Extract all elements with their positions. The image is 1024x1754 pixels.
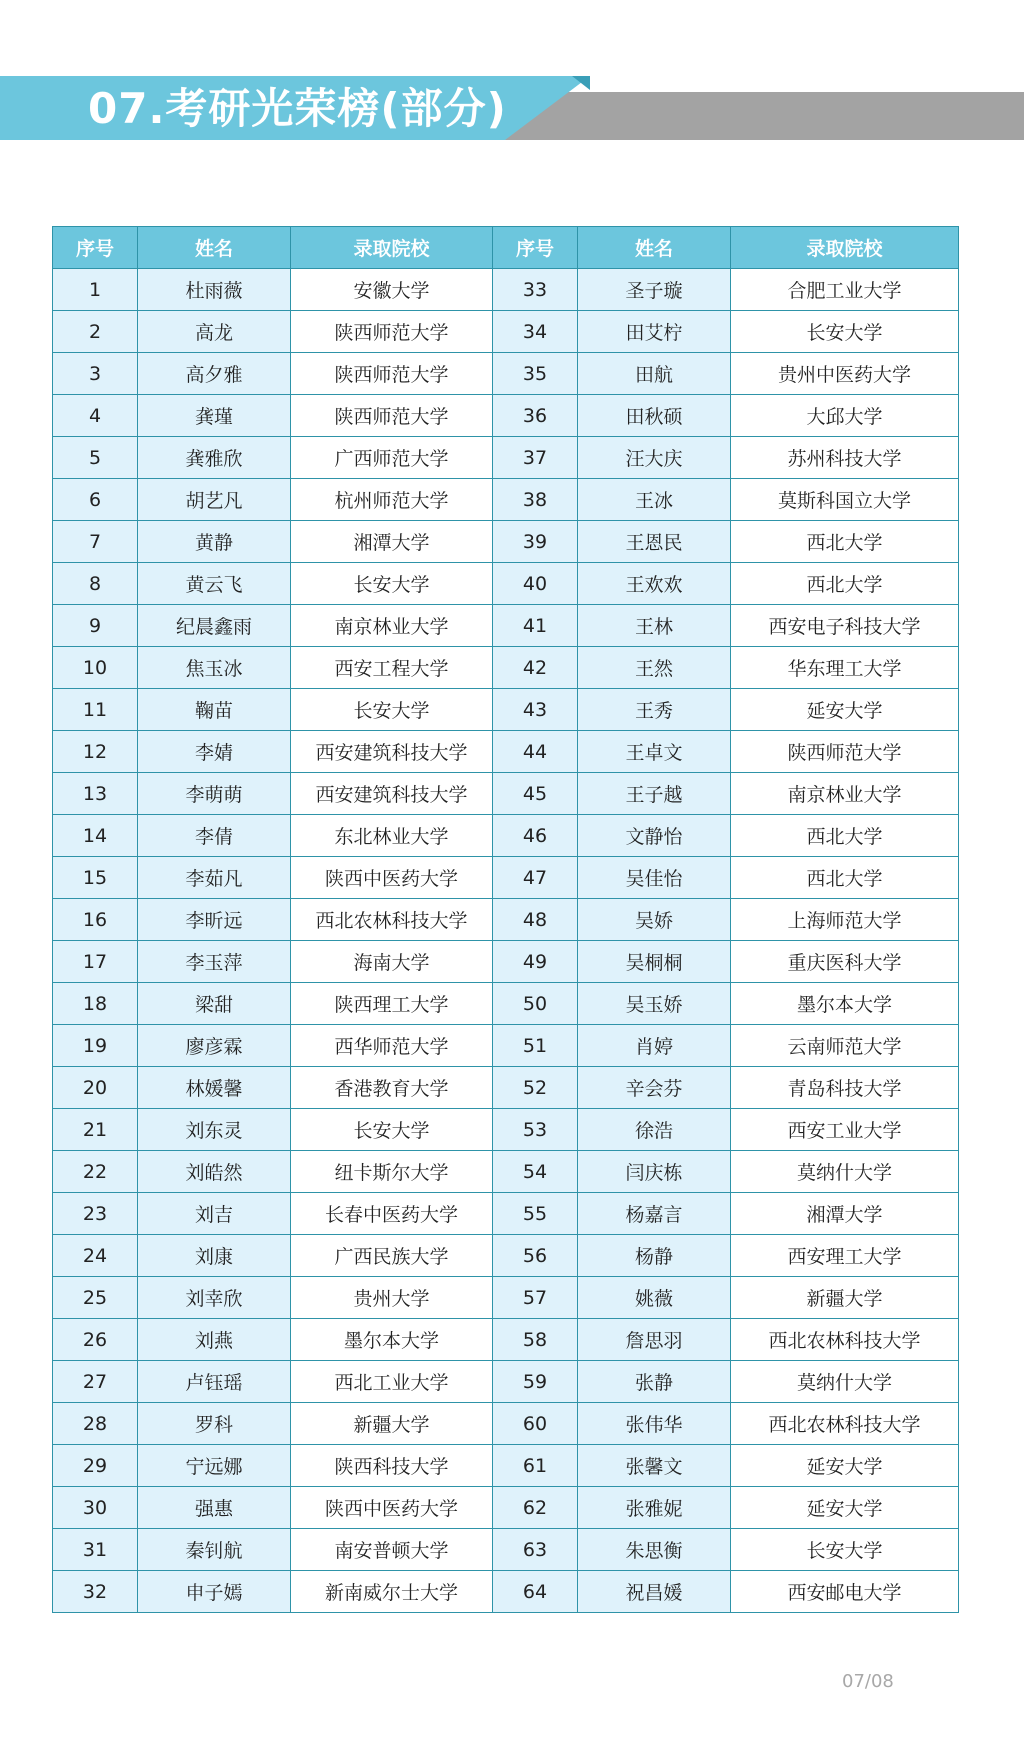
cell-name: 杜雨薇 <box>138 269 291 311</box>
cell-school: 西北大学 <box>731 563 959 605</box>
cell-name: 罗科 <box>138 1403 291 1445</box>
page-title: 07.考研光荣榜(部分) <box>88 84 507 133</box>
table-row <box>53 437 959 479</box>
cell-number: 57 <box>493 1277 578 1319</box>
cell-number: 39 <box>493 521 578 563</box>
table-row <box>53 605 959 647</box>
table-row <box>53 395 959 437</box>
cell-school: 长安大学 <box>731 311 959 353</box>
cell-school: 莫斯科国立大学 <box>731 479 959 521</box>
table-row <box>53 1277 959 1319</box>
cell-number: 28 <box>53 1403 138 1445</box>
cell-number: 20 <box>53 1067 138 1109</box>
cell-number: 3 <box>53 353 138 395</box>
cell-name: 闫庆栋 <box>578 1151 731 1193</box>
cell-school: 纽卡斯尔大学 <box>291 1151 493 1193</box>
cell-number: 11 <box>53 689 138 731</box>
cell-name: 黄云飞 <box>138 563 291 605</box>
cell-school: 延安大学 <box>731 1487 959 1529</box>
cell-name: 鞠苗 <box>138 689 291 731</box>
header-name: 姓名 <box>578 227 731 269</box>
table-row <box>53 899 959 941</box>
table-row <box>53 1319 959 1361</box>
cell-name: 焦玉冰 <box>138 647 291 689</box>
cell-number: 42 <box>493 647 578 689</box>
cell-number: 4 <box>53 395 138 437</box>
cell-name: 龚雅欣 <box>138 437 291 479</box>
cell-number: 53 <box>493 1109 578 1151</box>
cell-school: 南京林业大学 <box>731 773 959 815</box>
cell-name: 宁远娜 <box>138 1445 291 1487</box>
cell-school: 长春中医药大学 <box>291 1193 493 1235</box>
cell-name: 张静 <box>578 1361 731 1403</box>
cell-number: 2 <box>53 311 138 353</box>
cell-number: 61 <box>493 1445 578 1487</box>
cell-number: 22 <box>53 1151 138 1193</box>
cell-school: 西北工业大学 <box>291 1361 493 1403</box>
header-number: 序号 <box>53 227 138 269</box>
table-row <box>53 1109 959 1151</box>
cell-school: 陕西师范大学 <box>291 395 493 437</box>
table-row <box>53 983 959 1025</box>
cell-school: 湘潭大学 <box>291 521 493 563</box>
cell-number: 37 <box>493 437 578 479</box>
cell-name: 吴娇 <box>578 899 731 941</box>
cell-name: 文静怡 <box>578 815 731 857</box>
table-header-row <box>53 227 959 269</box>
cell-number: 55 <box>493 1193 578 1235</box>
cell-name: 杨嘉言 <box>578 1193 731 1235</box>
cell-number: 64 <box>493 1571 578 1613</box>
cell-school: 杭州师范大学 <box>291 479 493 521</box>
cell-number: 29 <box>53 1445 138 1487</box>
cell-name: 姚薇 <box>578 1277 731 1319</box>
cell-name: 王卓文 <box>578 731 731 773</box>
cell-name: 田秋硕 <box>578 395 731 437</box>
cell-number: 52 <box>493 1067 578 1109</box>
cell-name: 吴佳怡 <box>578 857 731 899</box>
cell-school: 长安大学 <box>291 563 493 605</box>
cell-school: 西安邮电大学 <box>731 1571 959 1613</box>
cell-number: 47 <box>493 857 578 899</box>
header-number: 序号 <box>493 227 578 269</box>
cell-school: 云南师范大学 <box>731 1025 959 1067</box>
cell-school: 西北大学 <box>731 857 959 899</box>
cell-school: 大邱大学 <box>731 395 959 437</box>
cell-number: 60 <box>493 1403 578 1445</box>
cell-school: 西北农林科技大学 <box>731 1403 959 1445</box>
cell-school: 贵州大学 <box>291 1277 493 1319</box>
cell-school: 陕西师范大学 <box>291 311 493 353</box>
cell-school: 东北林业大学 <box>291 815 493 857</box>
cell-number: 23 <box>53 1193 138 1235</box>
cell-school: 延安大学 <box>731 689 959 731</box>
cell-name: 吴桐桐 <box>578 941 731 983</box>
cell-number: 5 <box>53 437 138 479</box>
cell-number: 31 <box>53 1529 138 1571</box>
table-row <box>53 1403 959 1445</box>
cell-name: 强惠 <box>138 1487 291 1529</box>
cell-number: 21 <box>53 1109 138 1151</box>
cell-name: 刘吉 <box>138 1193 291 1235</box>
cell-name: 李昕远 <box>138 899 291 941</box>
cell-name: 刘东灵 <box>138 1109 291 1151</box>
cell-number: 26 <box>53 1319 138 1361</box>
table-row <box>53 1193 959 1235</box>
cell-number: 50 <box>493 983 578 1025</box>
header-school: 录取院校 <box>291 227 493 269</box>
cell-school: 西安工程大学 <box>291 647 493 689</box>
cell-school: 陕西中医药大学 <box>291 1487 493 1529</box>
cell-school: 长安大学 <box>731 1529 959 1571</box>
cell-school: 墨尔本大学 <box>291 1319 493 1361</box>
cell-name: 王然 <box>578 647 731 689</box>
cell-number: 62 <box>493 1487 578 1529</box>
cell-name: 廖彦霖 <box>138 1025 291 1067</box>
cell-name: 刘康 <box>138 1235 291 1277</box>
cell-number: 25 <box>53 1277 138 1319</box>
cell-name: 祝昌媛 <box>578 1571 731 1613</box>
cell-school: 西北农林科技大学 <box>731 1319 959 1361</box>
table-row <box>53 1487 959 1529</box>
cell-school: 长安大学 <box>291 1109 493 1151</box>
cell-name: 詹思羽 <box>578 1319 731 1361</box>
cell-school: 西安工业大学 <box>731 1109 959 1151</box>
table-row <box>53 479 959 521</box>
cell-school: 苏州科技大学 <box>731 437 959 479</box>
cell-name: 圣子璇 <box>578 269 731 311</box>
cell-name: 张雅妮 <box>578 1487 731 1529</box>
cell-number: 18 <box>53 983 138 1025</box>
cell-number: 15 <box>53 857 138 899</box>
table-row <box>53 1025 959 1067</box>
cell-name: 李倩 <box>138 815 291 857</box>
cell-name: 卢钰瑶 <box>138 1361 291 1403</box>
cell-name: 徐浩 <box>578 1109 731 1151</box>
cell-name: 刘幸欣 <box>138 1277 291 1319</box>
table-row <box>53 1067 959 1109</box>
cell-number: 17 <box>53 941 138 983</box>
cell-number: 43 <box>493 689 578 731</box>
cell-school: 南京林业大学 <box>291 605 493 647</box>
cell-name: 王恩民 <box>578 521 731 563</box>
cell-name: 王秀 <box>578 689 731 731</box>
cell-number: 45 <box>493 773 578 815</box>
cell-number: 35 <box>493 353 578 395</box>
cell-number: 49 <box>493 941 578 983</box>
cell-name: 李婧 <box>138 731 291 773</box>
table-row <box>53 815 959 857</box>
table-row <box>53 1571 959 1613</box>
cell-number: 59 <box>493 1361 578 1403</box>
cell-school: 重庆医科大学 <box>731 941 959 983</box>
cell-name: 王林 <box>578 605 731 647</box>
cell-school: 西北大学 <box>731 815 959 857</box>
cell-school: 新南威尔士大学 <box>291 1571 493 1613</box>
table-row <box>53 773 959 815</box>
cell-school: 陕西理工大学 <box>291 983 493 1025</box>
table-row <box>53 1151 959 1193</box>
table-row <box>53 1529 959 1571</box>
page-number: 07/08 <box>842 1671 894 1692</box>
cell-school: 莫纳什大学 <box>731 1361 959 1403</box>
cell-name: 田艾柠 <box>578 311 731 353</box>
cell-number: 54 <box>493 1151 578 1193</box>
table-row <box>53 1235 959 1277</box>
cell-number: 27 <box>53 1361 138 1403</box>
cell-number: 9 <box>53 605 138 647</box>
cell-school: 西北大学 <box>731 521 959 563</box>
cell-school: 湘潭大学 <box>731 1193 959 1235</box>
cell-number: 63 <box>493 1529 578 1571</box>
cell-school: 新疆大学 <box>291 1403 493 1445</box>
cell-number: 46 <box>493 815 578 857</box>
cell-name: 李茹凡 <box>138 857 291 899</box>
cell-school: 西安建筑科技大学 <box>291 773 493 815</box>
admissions-table <box>52 226 959 1613</box>
table-row <box>53 689 959 731</box>
cell-school: 延安大学 <box>731 1445 959 1487</box>
cell-number: 34 <box>493 311 578 353</box>
cell-number: 13 <box>53 773 138 815</box>
cell-number: 38 <box>493 479 578 521</box>
cell-number: 14 <box>53 815 138 857</box>
cell-school: 广西民族大学 <box>291 1235 493 1277</box>
cell-name: 高龙 <box>138 311 291 353</box>
table-row <box>53 647 959 689</box>
cell-name: 刘燕 <box>138 1319 291 1361</box>
cell-number: 36 <box>493 395 578 437</box>
cell-name: 高夕雅 <box>138 353 291 395</box>
cell-name: 吴玉娇 <box>578 983 731 1025</box>
cell-school: 墨尔本大学 <box>731 983 959 1025</box>
cell-name: 杨静 <box>578 1235 731 1277</box>
cell-name: 张馨文 <box>578 1445 731 1487</box>
header-banner <box>0 0 1024 160</box>
cell-number: 16 <box>53 899 138 941</box>
table-row <box>53 269 959 311</box>
cell-name: 纪晨鑫雨 <box>138 605 291 647</box>
cell-number: 12 <box>53 731 138 773</box>
cell-school: 西安建筑科技大学 <box>291 731 493 773</box>
cell-school: 莫纳什大学 <box>731 1151 959 1193</box>
cell-school: 陕西科技大学 <box>291 1445 493 1487</box>
cell-school: 西华师范大学 <box>291 1025 493 1067</box>
cell-school: 安徽大学 <box>291 269 493 311</box>
cell-name: 王冰 <box>578 479 731 521</box>
table-row <box>53 731 959 773</box>
cell-name: 李萌萌 <box>138 773 291 815</box>
cell-school: 新疆大学 <box>731 1277 959 1319</box>
cell-name: 李玉萍 <box>138 941 291 983</box>
cell-name: 汪大庆 <box>578 437 731 479</box>
cell-number: 19 <box>53 1025 138 1067</box>
cell-school: 陕西中医药大学 <box>291 857 493 899</box>
cell-number: 51 <box>493 1025 578 1067</box>
cell-school: 海南大学 <box>291 941 493 983</box>
cell-number: 10 <box>53 647 138 689</box>
cell-number: 24 <box>53 1235 138 1277</box>
table-row <box>53 1445 959 1487</box>
cell-name: 秦钊航 <box>138 1529 291 1571</box>
table-row <box>53 353 959 395</box>
cell-number: 1 <box>53 269 138 311</box>
cell-school: 华东理工大学 <box>731 647 959 689</box>
cell-school: 西北农林科技大学 <box>291 899 493 941</box>
cell-school: 上海师范大学 <box>731 899 959 941</box>
cell-school: 西安电子科技大学 <box>731 605 959 647</box>
cell-number: 32 <box>53 1571 138 1613</box>
table-row <box>53 857 959 899</box>
cell-name: 胡艺凡 <box>138 479 291 521</box>
cell-school: 青岛科技大学 <box>731 1067 959 1109</box>
cell-number: 40 <box>493 563 578 605</box>
cell-name: 刘皓然 <box>138 1151 291 1193</box>
cell-number: 30 <box>53 1487 138 1529</box>
cell-number: 8 <box>53 563 138 605</box>
cell-name: 张伟华 <box>578 1403 731 1445</box>
cell-school: 南安普顿大学 <box>291 1529 493 1571</box>
cell-name: 王欢欢 <box>578 563 731 605</box>
cell-school: 长安大学 <box>291 689 493 731</box>
cell-name: 龚瑾 <box>138 395 291 437</box>
table-row <box>53 311 959 353</box>
table-row <box>53 521 959 563</box>
cell-name: 朱思衡 <box>578 1529 731 1571</box>
cell-school: 广西师范大学 <box>291 437 493 479</box>
cell-number: 56 <box>493 1235 578 1277</box>
cell-number: 58 <box>493 1319 578 1361</box>
cell-number: 33 <box>493 269 578 311</box>
cell-name: 王子越 <box>578 773 731 815</box>
cell-name: 辛会芬 <box>578 1067 731 1109</box>
cell-number: 7 <box>53 521 138 563</box>
header-name: 姓名 <box>138 227 291 269</box>
cell-school: 陕西师范大学 <box>731 731 959 773</box>
cell-number: 41 <box>493 605 578 647</box>
cell-name: 田航 <box>578 353 731 395</box>
cell-number: 44 <box>493 731 578 773</box>
table-row <box>53 941 959 983</box>
table-row <box>53 1361 959 1403</box>
chevron-down-circle-icon <box>0 0 42 42</box>
cell-number: 6 <box>53 479 138 521</box>
cell-school: 贵州中医药大学 <box>731 353 959 395</box>
banner-gray-band <box>505 92 1024 140</box>
cell-school: 陕西师范大学 <box>291 353 493 395</box>
cell-name: 黄静 <box>138 521 291 563</box>
cell-school: 合肥工业大学 <box>731 269 959 311</box>
table-row <box>53 563 959 605</box>
header-school: 录取院校 <box>731 227 959 269</box>
cell-school: 香港教育大学 <box>291 1067 493 1109</box>
cell-name: 梁甜 <box>138 983 291 1025</box>
cell-name: 林媛馨 <box>138 1067 291 1109</box>
cell-name: 申子嫣 <box>138 1571 291 1613</box>
cell-school: 西安理工大学 <box>731 1235 959 1277</box>
cell-name: 肖婷 <box>578 1025 731 1067</box>
cell-number: 48 <box>493 899 578 941</box>
